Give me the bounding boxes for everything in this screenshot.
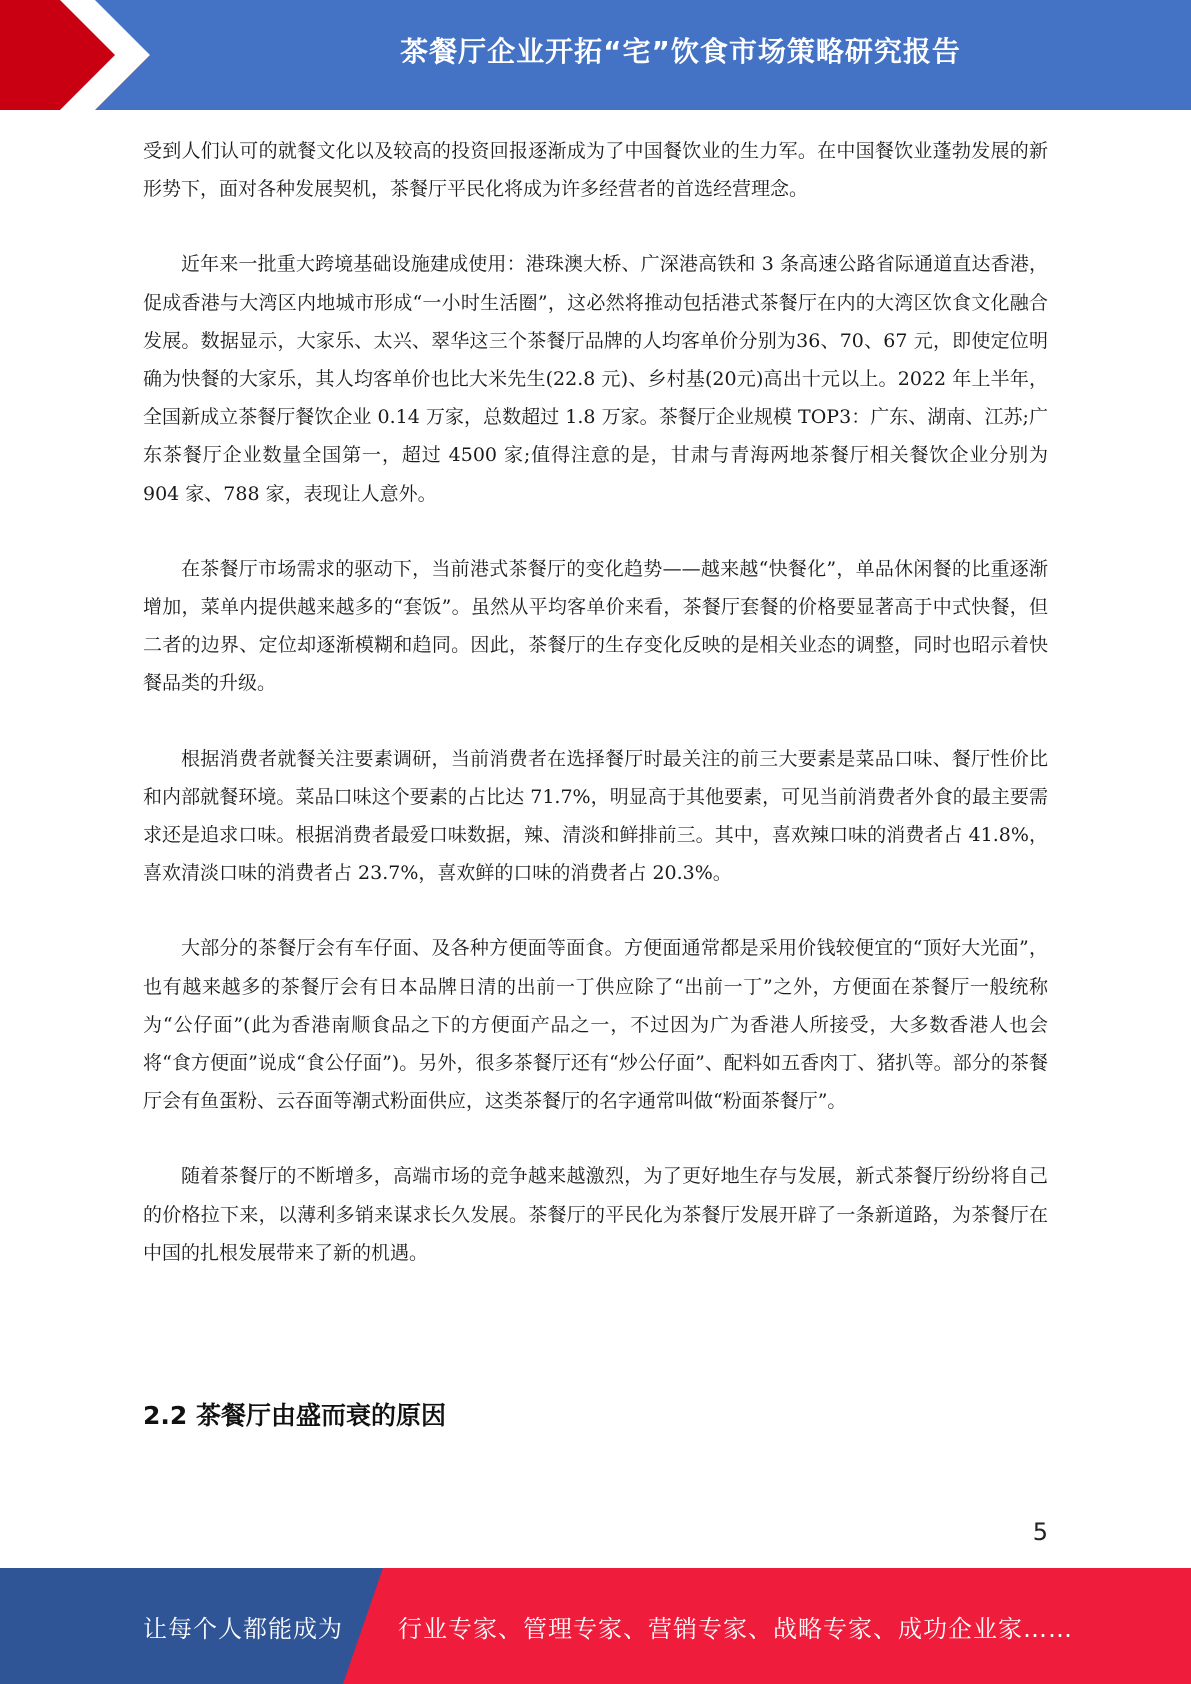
- section-heading: 2.2 茶餐厅由盛而衰的原因: [143, 1401, 446, 1430]
- paragraph-5: 大部分的茶餐厅会有车仔面、及各种方便面等面食。方便面通常都是采用价钱较便宜的“顶好大光面”，也有越来越多的茶餐厅会有日本品牌日清的出前一丁供应除了“出前一丁”之外，方便面在茶餐厅一般统称为“公仔面”(此为香港南顺食品之下的方便面产品之一，不过因为广为香港人所接受，大多数香港人也会将“食方便面”说成“食公仔面”)。另外，很多茶餐厅还有“炒公仔面”、配料如五香肉丁、猪扒等。部分的茶餐厅会有鱼蛋粉、云吞面等潮式粉面供应，这类茶餐厅的名字通常叫做“粉面茶餐厅”。: [143, 937, 1048, 1113]
- report-title: 茶餐厅企业开拓“宅”饮食市场策略研究报告: [400, 35, 961, 68]
- paragraph-1: 受到人们认可的就餐文化以及较高的投资回报逐渐成为了中国餐饮业的生力军。在中国餐饮业蓬勃发展的新形势下，面对各种发展契机，茶餐厅平民化将成为许多经营者的首选经营理念。: [143, 140, 1048, 201]
- footer-slogan-left: 让每个人都能成为: [143, 1614, 343, 1643]
- body-content: [143, 132, 1048, 1309]
- header-arrow-decoration: [0, 0, 160, 110]
- footer-slogan-right: 行业专家、管理专家、营销专家、战略专家、成功企业家……: [398, 1614, 1073, 1643]
- page-number: 5: [1032, 1518, 1048, 1546]
- paragraph-3: 在茶餐厅市场需求的驱动下，当前港式茶餐厅的变化趋势——越来越“快餐化”，单品休闲餐的比重逐渐增加，菜单内提供越来越多的“套饭”。虽然从平均客单价来看，茶餐厅套餐的价格要显著高于中式快餐，但二者的边界、定位却逐渐模糊和趋同。因此，茶餐厅的生存变化反映的是相关业态的调整，同时也昭示着快餐品类的升级。: [143, 557, 1048, 695]
- page-header: [0, 0, 1191, 110]
- paragraph-6: 随着茶餐厅的不断增多，高端市场的竞争越来越激烈，为了更好地生存与发展，新式茶餐厅纷纷将自己的价格拉下来，以薄利多销来谋求长久发展。茶餐厅的平民化为茶餐厅发展开辟了一条新道路，为茶餐厅在中国的扎根发展带来了新的机遇。: [143, 1165, 1048, 1264]
- paragraph-2: 近年来一批重大跨境基础设施建成使用：港珠澳大桥、广深港高铁和 3 条高速公路省际通道直达香港，促成香港与大湾区内地城市形成“一小时生活圈”，这必然将推动包括港式茶餐厅在内的大湾区饮食文化融合发展。数据显示，大家乐、太兴、翠华这三个茶餐厅品牌的人均客单价分别为36、70、67 元，即使定位明确为快餐的大家乐，其人均客单价也比大米先生(22.8 元)、乡村基(20元)高出十元以上。2022 年上半年，全国新成立茶餐厅餐饮企业 0.14 万家，总数超过 1.8 万家。茶餐厅企业规模 TOP3：广东、湖南、江苏;广东茶餐厅企业数量全国第一，超过 4500 家;值得注意的是，甘肃与青海两地茶餐厅相关餐饮企业分别为 904 家、788 家，表现让人意外。: [143, 253, 1048, 505]
- paragraph-4: 根据消费者就餐关注要素调研，当前消费者在选择餐厅时最关注的前三大要素是菜品口味、餐厅性价比和内部就餐环境。菜品口味这个要素的占比达 71.7%，明显高于其他要素，可见当前消费者外食的最主要需求还是追求口味。根据消费者最爱口味数据，辣、清淡和鲜排前三。其中，喜欢辣口味的消费者占 41.8%，喜欢清淡口味的消费者占 23.7%，喜欢鲜的口味的消费者占 20.3%。: [143, 747, 1048, 885]
- page-footer: [0, 1568, 1191, 1684]
